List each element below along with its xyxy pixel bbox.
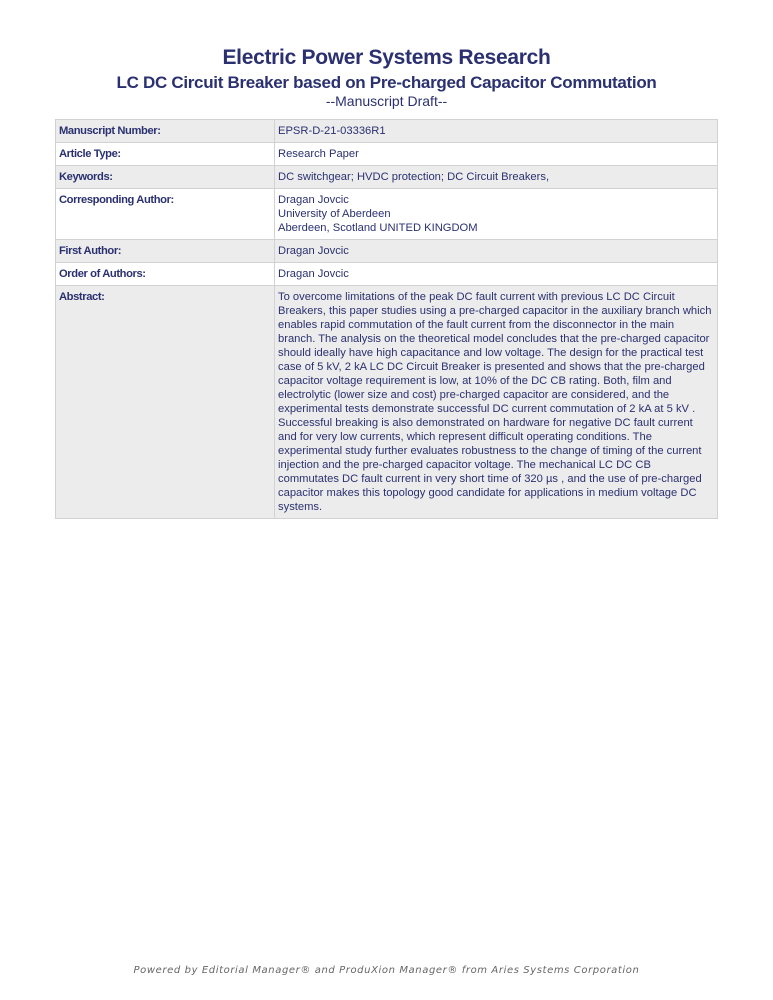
corresponding-author-location: Aberdeen, Scotland UNITED KINGDOM [278, 222, 478, 234]
draft-label: --Manuscript Draft-- [325, 93, 448, 109]
order-of-authors-value: Dragan Jovcic [275, 263, 718, 286]
row-keywords [56, 166, 718, 189]
article-type-label: Article Type: [56, 143, 275, 166]
first-author-label: First Author: [56, 240, 275, 263]
row-first-author [56, 240, 718, 263]
corresponding-author-label: Corresponding Author: [56, 189, 275, 240]
manuscript-number-value: EPSR-D-21-03336R1 [275, 120, 718, 143]
keywords-value: DC switchgear; HVDC protection; DC Circuit Breakers, [275, 166, 718, 189]
document-header [0, 44, 773, 108]
order-of-authors-label: Order of Authors: [56, 263, 275, 286]
row-corresponding-author [56, 189, 718, 240]
manuscript-number-label: Manuscript Number: [56, 120, 275, 143]
corresponding-author-name: Dragan Jovcic [278, 194, 349, 206]
corresponding-author-value [275, 189, 718, 240]
paper-title: LC DC Circuit Breaker based on Pre-charged Capacitor Commutation [116, 73, 657, 92]
abstract-value [275, 286, 718, 519]
row-abstract [56, 286, 718, 519]
article-type-value: Research Paper [275, 143, 718, 166]
corresponding-author-institution: University of Aberdeen [278, 208, 391, 220]
keywords-label: Keywords: [56, 166, 275, 189]
row-manuscript-number [56, 120, 718, 143]
row-order-of-authors [56, 263, 718, 286]
footer-powered-by: Powered by Editorial Manager® and ProduXion Manager® from Aries Systems Corporation [133, 965, 640, 976]
journal-title: Electric Power Systems Research [222, 46, 551, 69]
manuscript-metadata-table [55, 119, 718, 519]
abstract-text: To overcome limitations of the peak DC fault current with previous LC DC Circuit Breakers, this paper studies using a pre-charged capacitor in the auxiliary branch which enables rapid commutation of the fault current from the disconnector in the main branch. The analysis on the theoretical model concludes that the pre-charged capacitor should ideally have high capacitance and low voltage. The design for the practical test case of 5 kV, 2 kA LC DC Circuit Breaker is presented and shows that the pre-charged capacitor voltage requirement is low, at 10% of the DC CB rating. Both, film and electrolytic (lower size and cost) pre-charged capacitor are considered, and the experimental tests demonstrate successful DC current commutation of 2 kA at 5 kV . Successful breaking is also demonstrated on hardware for negative DC fault current and for very low currents, which represent difficult operating conditions. The experimental study further evaluates robustness to the change of timing of the current injection and the pre-charged capacitor voltage. The mechanical LC DC CB commutates DC fault current in very short time of 320 µs , and the use of pre-charged capacitor makes this topology good candidate for applications in medium voltage DC systems. [278, 291, 712, 513]
abstract-label: Abstract: [56, 286, 275, 519]
first-author-value: Dragan Jovcic [275, 240, 718, 263]
row-article-type [56, 143, 718, 166]
